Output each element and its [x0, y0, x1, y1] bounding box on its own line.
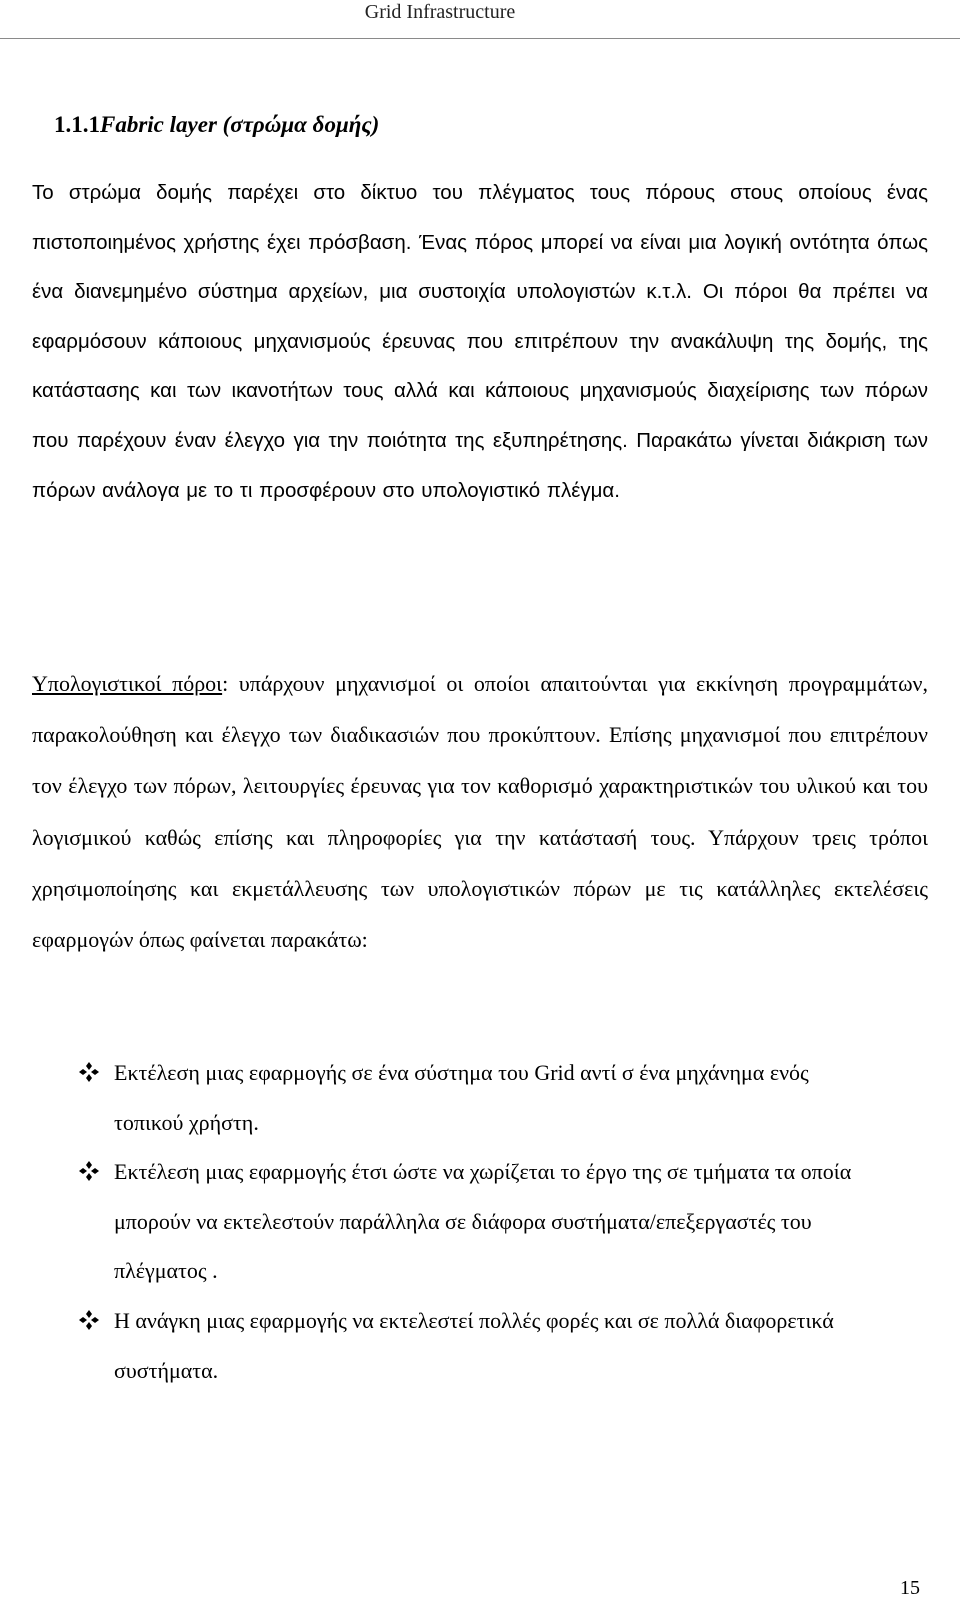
list-item — [0, 1296, 874, 1395]
diamond-bullet-icon — [78, 1309, 100, 1331]
paragraph-computational-resources — [32, 658, 928, 965]
list-item — [0, 1048, 874, 1147]
diamond-bullet-icon — [78, 1061, 100, 1083]
header-divider — [0, 38, 960, 39]
paragraph-fabric-layer: Το στρώμα δομής παρέχει στο δίκτυο του πλέγματος τους πόρους στους οποίους ένας πιστοποιημένος χρήστης έχει πρόσβαση. Ένας πόρος μπορεί να είναι μια λογική οντότητα όπως ένα διανεμημένο σύστημα αρχείων, μια συστοιχία υπολογιστών κ.τ.λ. Οι πόροι θα πρέπει να εφαρμόσουν κάποιους μηχανισμούς έρευνας που επιτρέπουν την ανακάλυψη της δομής, της κατάστασης και των ικανοτήτων τους αλλά και κάποιους μηχανισμούς διαχείρισης των πόρων που παρέχουν έναν έλεγχο για την ποιότητα της εξυπηρέτησης. Παρακάτω γίνεται διάκριση των πόρων ανάλογα με το τι προσφέρουν στο υπολογιστικό πλέγμα. — [32, 181, 928, 502]
term-computational-resources: Υπολογιστικοί πόροι — [32, 671, 223, 696]
list-item-text: Εκτέλεση μιας εφαρμογής σε ένα σύστημα του Grid αντί σ ένα μηχάνημα ενός τοπικού χρήστη. — [114, 1060, 809, 1135]
list-item-text: Η ανάγκη μιας εφαρμογής να εκτελεστεί πολλές φορές και σε πολλά διαφορετικά συστήματα. — [114, 1307, 834, 1383]
paragraph-2-text: : υπάρχουν μηχανισμοί οι οποίοι απαιτούνται για εκκίνηση προγραμμάτων, παρακολούθηση και έλεγχο των διαδικασιών που προκύπτουν. Επίσης μηχανισμοί που επιτρέπουν τον έλεγχο των πόρων, λειτουργίες έρευνας για τον καθορισμό χαρακτηριστικών του υλικού και του λογισμικού καθώς επίσης και πληροφορίες για την κατάστασή τους. Υπάρχουν τρεις τρόποι χρησιμοποίησης και εκμετάλλευσης των υπολογιστικών πόρων με τις κατάλληλες εκτελέσεις εφαρμογών όπως φαίνεται παρακάτω: — [32, 671, 928, 953]
header-title: Grid Infrastructure — [364, 1, 516, 23]
page-header — [0, 0, 960, 40]
section-heading — [54, 110, 379, 140]
diamond-bullet-icon — [78, 1160, 100, 1182]
list-item — [0, 1147, 874, 1296]
section-number: 1.1.1 — [54, 112, 100, 137]
execution-modes-list — [0, 1048, 960, 1395]
page-number: 15 — [900, 1577, 920, 1599]
list-item-text: Εκτέλεση μιας εφαρμογής έτσι ώστε να χωρίζεται το έργο της σε τμήματα τα οποία μπορούν να εκτελεστούν παράλληλα σε διάφορα συστήματα/επεξεργαστές του πλέγματος . — [114, 1159, 852, 1284]
section-title: Fabric layer (στρώμα δομής) — [100, 112, 380, 137]
